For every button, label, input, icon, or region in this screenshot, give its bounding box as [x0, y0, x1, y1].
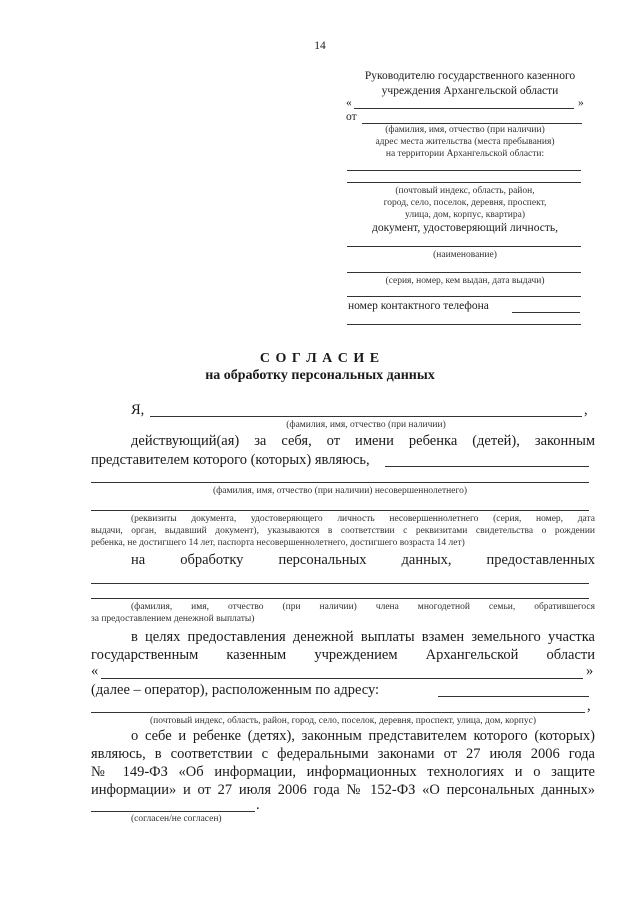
- processing-line: на обработку персональных данных, предоставленных: [131, 552, 595, 568]
- operator-address-field-2[interactable]: [91, 712, 585, 713]
- operator-line: (далее – оператор), расположенным по адресу:: [91, 682, 380, 698]
- minor-name-field-2[interactable]: [91, 482, 589, 483]
- comma: ,: [584, 402, 588, 418]
- id-doc-series-field[interactable]: [347, 272, 581, 273]
- member-name-field-2[interactable]: [91, 598, 589, 599]
- quote-open: «: [346, 97, 352, 109]
- phone-label: номер контактного телефона: [348, 300, 489, 312]
- law-line-1: о себе и ребенке (детях), законным представителем которого (которых): [131, 728, 595, 744]
- hint-agree: (согласен/не согласен): [131, 814, 222, 824]
- comma-2: ,: [587, 698, 591, 714]
- operator-address-field-1[interactable]: [438, 696, 589, 697]
- agree-field[interactable]: [91, 811, 255, 812]
- applicant-name-field[interactable]: [362, 123, 582, 124]
- hint-postal-2: город, село, поселок, деревня, проспект,: [383, 198, 547, 208]
- address-field-2[interactable]: [347, 182, 581, 183]
- hint-body-postal: (почтовый индекс, область, район, город, село, поселок, деревня, проспект, улица, дом, корпус): [149, 716, 536, 726]
- hint-doc-line-3: ребенка, не достигшего 14 лет, паспорта несовершеннолетнего, достигшего возраста 14 лет): [91, 538, 465, 548]
- body-quote-close: »: [586, 663, 594, 679]
- purpose-line-2: государственным казенным учреждением Архангельской области: [91, 647, 595, 663]
- hint-doc-line-2: выдачи, орган, выдавший документ), указываются в соответствии с реквизитами свидетельства о рождении: [91, 526, 595, 536]
- hint-member-line-1: (фамилия, имя, отчество (при наличии) члена многодетной семьи, обратившегося: [131, 602, 595, 612]
- hint-address-1: адрес места жительства (места пребывания): [375, 137, 555, 147]
- operator-name-field[interactable]: [101, 678, 583, 679]
- addressee-line-1: Руководителю государственного казенного: [364, 70, 576, 82]
- minor-name-field-1[interactable]: [385, 466, 589, 467]
- acting-line: действующий(ая) за себя, от имени ребенка (детей), законным: [131, 433, 595, 449]
- phone-field[interactable]: [512, 312, 580, 313]
- body-quote-open: «: [91, 663, 99, 679]
- period: .: [256, 797, 260, 813]
- extra-field[interactable]: [347, 296, 581, 297]
- hint-fio: (фамилия, имя, отчество (при наличии): [385, 125, 545, 135]
- page-number: 14: [314, 40, 326, 52]
- rep-line: представителем которого (которых) являюсь,: [91, 452, 370, 468]
- document-title: С О Г Л А С И Е: [259, 351, 381, 366]
- extra-field-2[interactable]: [347, 324, 581, 325]
- id-doc-name-field[interactable]: [347, 246, 581, 247]
- i-label: Я,: [131, 402, 145, 418]
- hint-body-fio: (фамилия, имя, отчество (при наличии): [286, 420, 446, 430]
- hint-name: (наименование): [433, 250, 497, 260]
- law-line-2: являюсь, в соответствии с федеральными законами от 27 июля 2006 года: [91, 746, 595, 762]
- document-subtitle: на обработку персональных данных: [205, 368, 435, 383]
- minor-doc-field[interactable]: [91, 510, 589, 511]
- hint-minor-fio: (фамилия, имя, отчество (при наличии) несовершеннолетнего): [212, 486, 468, 496]
- law-line-3: № 149-ФЗ «Об информации, информационных технологиях и о защите: [91, 764, 595, 780]
- purpose-line-1: в целях предоставления денежной выплаты взамен земельного участка: [131, 629, 595, 645]
- hint-address-2: на территории Архангельской области:: [385, 149, 545, 159]
- addressee-line-2: учреждения Архангельской области: [381, 85, 559, 97]
- id-doc-label: документ, удостоверяющий личность,: [372, 222, 558, 234]
- from-label: от: [346, 111, 357, 123]
- hint-series: (серия, номер, кем выдан, дата выдачи): [385, 276, 545, 286]
- member-name-field-1[interactable]: [91, 583, 589, 584]
- hint-postal-3: улица, дом, корпус, квартира): [405, 210, 525, 220]
- quote-close: »: [578, 97, 584, 109]
- hint-member-line-2: за предоставлением денежной выплаты): [91, 614, 255, 624]
- consenter-name-field[interactable]: [150, 416, 582, 417]
- hint-doc-line-1: (реквизиты документа, удостоверяющего личность несовершеннолетнего (серия, номер, дата: [131, 514, 595, 524]
- institution-name-field[interactable]: [354, 108, 574, 109]
- address-field-1[interactable]: [347, 170, 581, 171]
- law-line-4: информации» и от 27 июля 2006 года № 152-ФЗ «О персональных данных»: [91, 782, 595, 798]
- hint-postal-1: (почтовый индекс, область, район,: [395, 186, 535, 196]
